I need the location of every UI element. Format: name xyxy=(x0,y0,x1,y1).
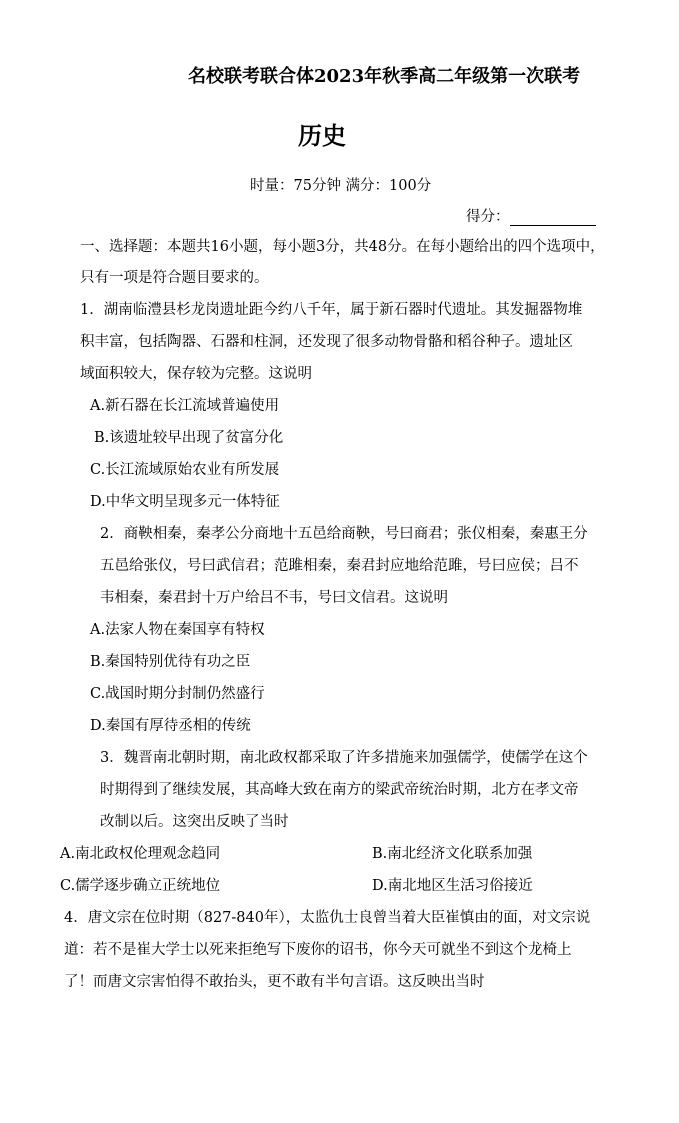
question-2-option-c: C.战国时期分封制仍然盛行 xyxy=(90,686,265,702)
question-3-option-a: A.南北政权伦理观念趋同 xyxy=(60,846,221,862)
question-3-stem-line-3: 改制以后。这突出反映了当时 xyxy=(100,814,289,830)
question-1-option-b: B.该遗址较早出现了贫富分化 xyxy=(94,430,284,446)
question-2-option-d: D.秦国有厚待丞相的传统 xyxy=(90,718,251,734)
question-1-stem-line-2: 积丰富，包括陶器、石器和柱洞，还发现了很多动物骨骼和稻谷种子。遗址区 xyxy=(80,334,573,350)
question-2-stem-line-1: 2．商鞅相秦，秦孝公分商地十五邑给商鞅，号曰商君；张仪相秦，秦惠王分 xyxy=(100,526,588,542)
question-3-option-d: D.南北地区生活习俗接近 xyxy=(372,878,533,894)
subject-title: 历史 xyxy=(298,121,346,150)
question-4-stem-line-1: 4．唐文宗在位时期（827-840年），太监仇士良曾当着大臣崔慎由的面，对文宗说 xyxy=(64,910,591,926)
section-instruction-line-2: 只有一项是符合题目要求的。 xyxy=(80,270,269,286)
section-instruction-line-1: 一、选择题：本题共16小题，每小题3分，共48分。在每小题给出的四个选项中， xyxy=(80,239,605,255)
question-2-stem-line-2: 五邑给张仪，号曰武信君；范雎相秦，秦君封应地给范雎，号曰应侯；吕不 xyxy=(100,558,579,574)
question-4-stem-line-2: 道：若不是崔大学士以死来拒绝写下废你的诏书，你今天可就坐不到这个龙椅上 xyxy=(64,942,572,958)
question-2-stem-line-3: 韦相秦，秦君封十万户给吕不韦，号曰文信君。这说明 xyxy=(100,590,448,606)
question-3-option-c: C.儒学逐步确立正统地位 xyxy=(60,878,221,894)
question-3-stem-line-2: 时期得到了继续发展，其高峰大致在南方的梁武帝统治时期，北方在孝文帝 xyxy=(100,782,579,798)
question-2-option-a: A.法家人物在秦国享有特权 xyxy=(90,622,265,638)
score-field xyxy=(466,205,596,226)
question-1-option-d: D.中华文明呈现多元一体特征 xyxy=(90,494,280,510)
question-1-stem-line-1: 1．湖南临澧县杉龙岗遗址距今约八千年，属于新石器时代遗址。其发掘器物堆 xyxy=(80,302,583,318)
time-info: 时量：75分钟 满分：100分 xyxy=(250,178,432,194)
question-4-stem-line-3: 了！而唐文宗害怕得不敢抬头，更不敢有半句言语。这反映出当时 xyxy=(64,974,485,990)
question-3-stem-line-1: 3．魏晋南北朝时期，南北政权都采取了许多措施来加强儒学，使儒学在这个 xyxy=(100,750,588,766)
score-blank-line xyxy=(510,209,596,226)
question-3-option-b: B.南北经济文化联系加强 xyxy=(372,846,533,862)
exam-title: 名校联考联合体2023年秋季高二年级第一次联考 xyxy=(188,66,581,87)
question-2-option-b: B.秦国特别优待有功之臣 xyxy=(90,654,251,670)
question-1-option-c: C.长江流域原始农业有所发展 xyxy=(90,462,280,478)
question-1-stem-line-3: 域面积较大，保存较为完整。这说明 xyxy=(80,366,312,382)
score-label: 得分： xyxy=(466,209,510,225)
question-1-option-a: A.新石器在长江流域普遍使用 xyxy=(90,398,280,414)
